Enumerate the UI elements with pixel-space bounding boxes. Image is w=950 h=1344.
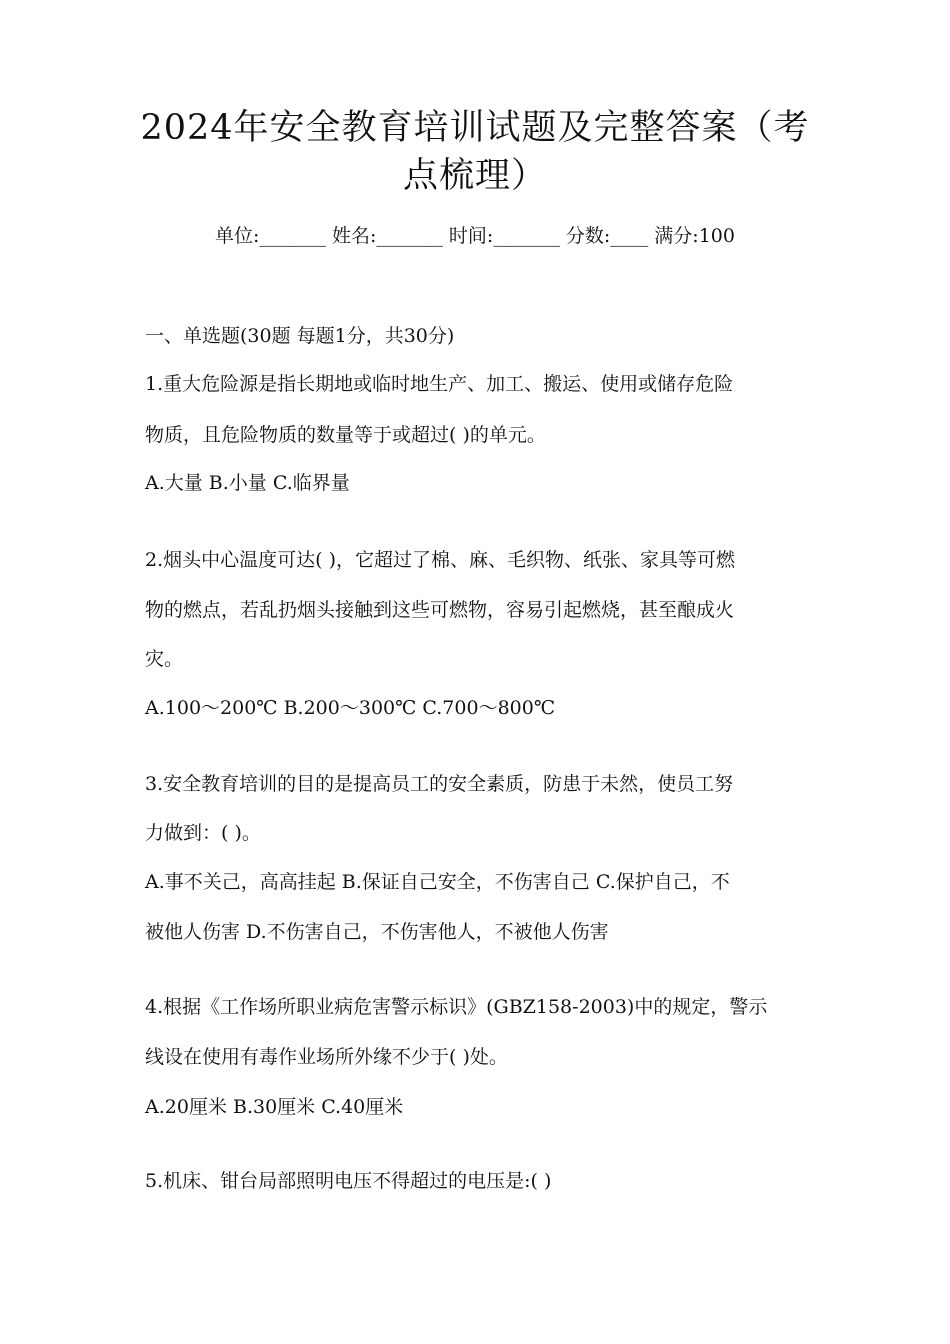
question-3-options-line2: 被他人伤害 D.不伤害自己，不伤害他人，不被他人伤害 [145, 921, 609, 943]
question-2-text-line3: 灾。 [145, 648, 184, 670]
document-title-line2: 点梳理） [402, 156, 547, 196]
question-3-text-line1: 3.安全教育培训的目的是提高员工的安全素质，防患于未然，使员工努 [145, 773, 734, 795]
question-1-text-line1: 1.重大危险源是指长期地或临时地生产、加工、搬运、使用或储存危险 [145, 373, 734, 395]
question-4-options: A.20厘米 B.30厘米 C.40厘米 [145, 1096, 404, 1118]
question-1-text-line2: 物质，且危险物质的数量等于或超过( )的单元。 [145, 424, 546, 446]
document-title-line1: 2024年安全教育培训试题及完整答案（考 [140, 108, 810, 148]
question-5-text-line1: 5.机床、钳台局部照明电压不得超过的电压是:( ) [145, 1170, 552, 1192]
question-4-text-line1: 4.根据《工作场所职业病危害警示标识》(GBZ158-2003)中的规定，警示 [145, 996, 768, 1018]
question-1-options: A.大量 B.小量 C.临界量 [145, 472, 350, 494]
question-2-options: A.100～200℃ B.200～300℃ C.700～800℃ [145, 697, 556, 719]
question-3-options-line1: A.事不关己，高高挂起 B.保证自己安全，不伤害自己 C.保护自己，不 [145, 871, 730, 893]
section-header: 一、单选题(30题 每题1分，共30分) [145, 325, 455, 347]
question-2-text-line1: 2.烟头中心温度可达( )，它超过了棉、麻、毛织物、纸张、家具等可燃 [145, 549, 735, 571]
question-3-text-line2: 力做到：( )。 [145, 822, 261, 844]
question-4-text-line2: 线设在使用有毒作业场所外缘不少于( )处。 [145, 1046, 508, 1068]
question-2-text-line2: 物的燃点，若乱扔烟头接触到这些可燃物，容易引起燃烧，甚至酿成火 [145, 599, 735, 621]
exam-info-line: 单位:_______ 姓名:_______ 时间:_______ 分数:____ 满分:100 [215, 225, 735, 247]
